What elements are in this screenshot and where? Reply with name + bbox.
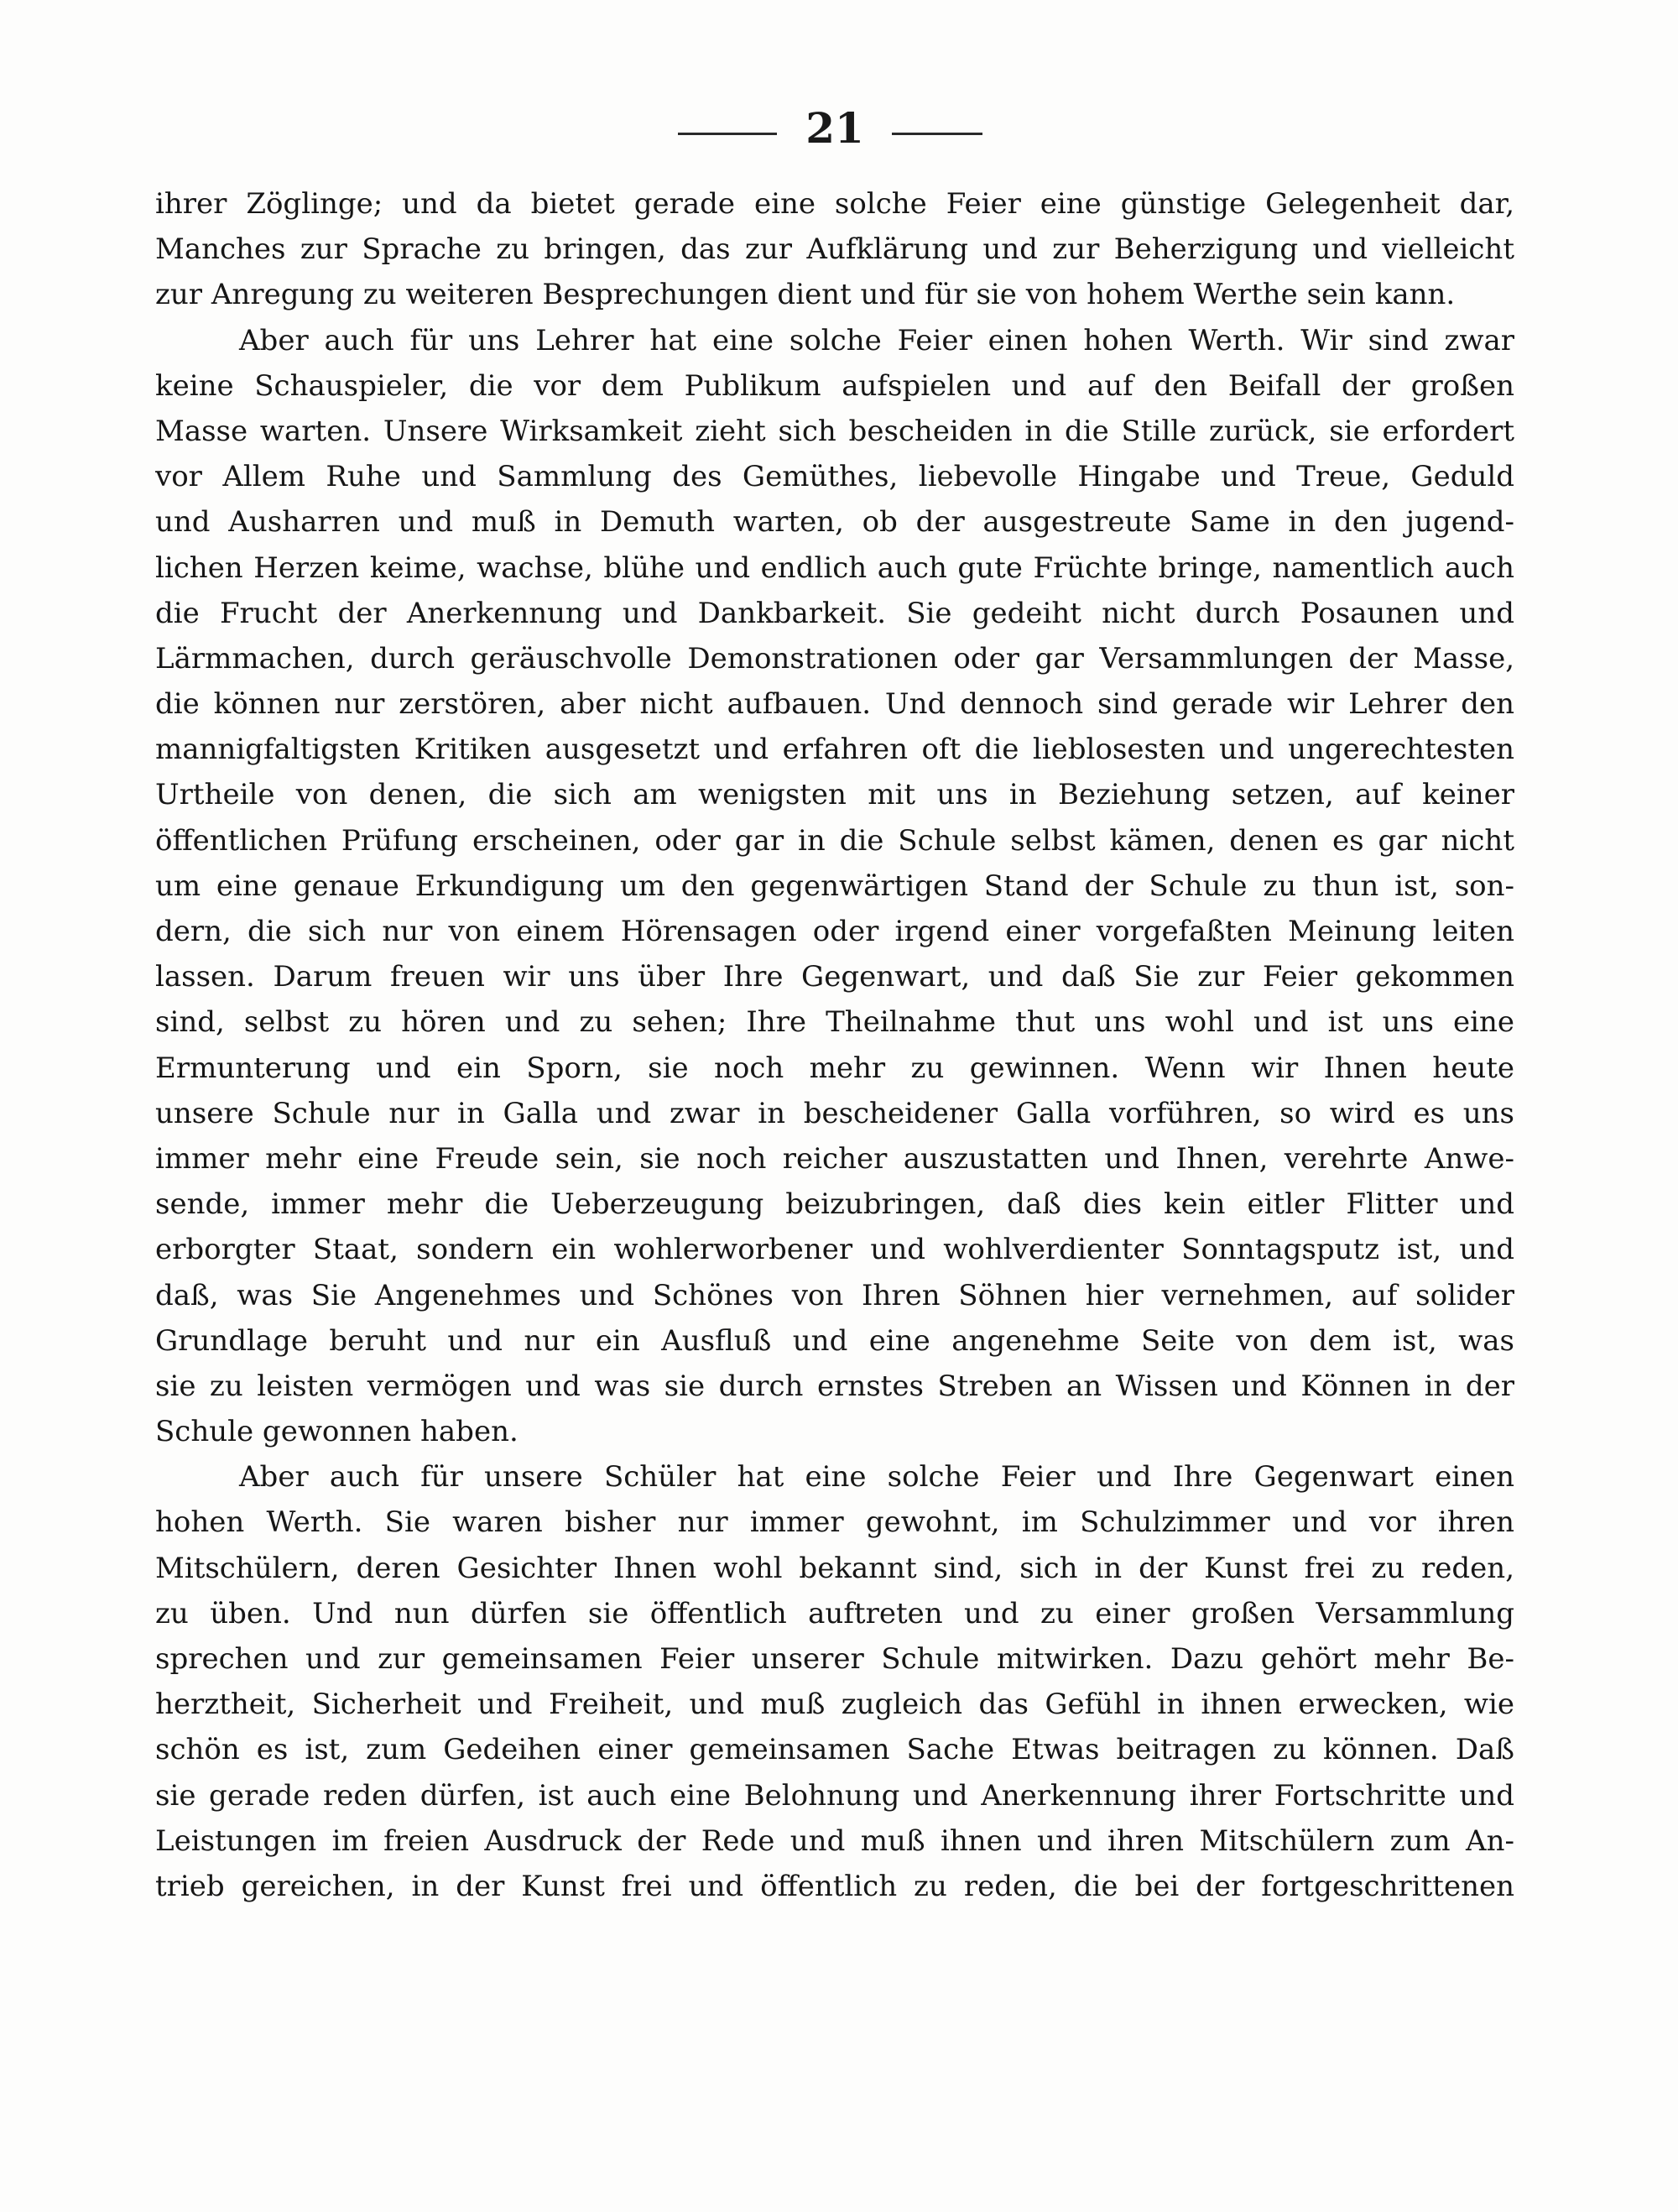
text-line: immer mehr eine Freude sein, sie noch reicher auszustatten und Ihnen, verehrte Anwe- [155, 1141, 1514, 1176]
text-line: unsere Schule nur in Galla und zwar in bescheidener Galla vorführen, so wird es uns [155, 1096, 1514, 1130]
text-line: ihrer Zöglinge; und da bietet gerade eine solche Feier eine günstige Gelegenheit dar, [155, 187, 1514, 221]
text-line: trieb gereichen, in der Kunst frei und öffentlich zu reden, die bei der fortgeschrittenen [155, 1869, 1514, 1903]
body-text [155, 181, 1514, 1909]
text-line: erborgter Staat, sondern ein wohlerworbener und wohlverdienter Sonntagsputz ist, und [155, 1233, 1514, 1267]
text-line: Aber auch für uns Lehrer hat eine solche Feier einen hohen Werth. Wir sind zwar [239, 323, 1514, 357]
text-line: sind, selbst zu hören und zu sehen; Ihre Theilnahme thut uns wohl und ist uns eine [155, 1005, 1514, 1040]
text-line: die können nur zerstören, aber nicht aufbauen. Und dennoch sind gerade wir Lehrer den [155, 687, 1514, 722]
text-line: Mitschülern, deren Gesichter Ihnen wohl bekannt sind, sich in der Kunst frei zu reden, [155, 1551, 1514, 1585]
text-line: Schule gewonnen haben. [155, 1415, 519, 1449]
text-line: mannigfaltigsten Kritiken ausgesetzt und erfahren oft die lieblosesten und ungerechtesten [155, 733, 1514, 767]
header-rule-left [678, 133, 777, 135]
text-line: öffentlichen Prüfung erscheinen, oder gar in die Schule selbst kämen, denen es gar nicht [155, 823, 1514, 858]
page-number: 21 [805, 103, 864, 153]
text-line: um eine genaue Erkundigung um den gegenwärtigen Stand der Schule zu thun ist, son- [155, 869, 1514, 903]
text-line: vor Allem Ruhe und Sammlung des Gemüthes, liebevolle Hingabe und Treue, Geduld [155, 460, 1514, 494]
text-line: keine Schauspieler, die vor dem Publikum aufspielen und auf den Beifall der großen [155, 368, 1514, 403]
text-line: hohen Werth. Sie waren bisher nur immer gewohnt, im Schulzimmer und vor ihren [155, 1505, 1514, 1540]
text-line: Urtheile von denen, die sich am wenigsten mit uns in Beziehung setzen, auf keiner [155, 778, 1514, 812]
text-line: Leistungen im freien Ausdruck der Rede und muß ihnen und ihren Mitschülern zum An- [155, 1823, 1514, 1858]
text-line: die Frucht der Anerkennung und Dankbarkeit. Sie gedeiht nicht durch Posaunen und [155, 596, 1514, 630]
text-line: und Ausharren und muß in Demuth warten, ob der ausgestreute Same in den jugend- [155, 505, 1514, 540]
text-line: dern, die sich nur von einem Hörensagen oder irgend einer vorgefaßten Meinung leiten [155, 915, 1514, 948]
text-line: Grundlage beruht und nur ein Ausfluß und eine angenehme Seite von dem ist, was [155, 1323, 1514, 1358]
text-line: Masse warten. Unsere Wirksamkeit zieht sich bescheiden in die Stille zurück, sie erfordert [155, 414, 1514, 448]
text-line: lichen Herzen keime, wachse, blühe und endlich auch gute Früchte bringe, namentlich auch [155, 550, 1514, 585]
text-line: sie gerade reden dürfen, ist auch eine Belohnung und Anerkennung ihrer Fortschritte und [155, 1778, 1514, 1813]
text-line: Manches zur Sprache zu bringen, das zur Aufklärung und zur Beherzigung und vielleicht [155, 232, 1514, 267]
text-line: daß, was Sie Angenehmes und Schönes von Ihren Söhnen hier vernehmen, auf solider [155, 1278, 1514, 1312]
text-line: sende, immer mehr die Ueberzeugung beizubringen, daß dies kein eitler Flitter und [155, 1187, 1514, 1222]
text-line: Lärmmachen, durch geräuschvolle Demonstrationen oder gar Versammlungen der Masse, [155, 641, 1514, 676]
text-line: sprechen und zur gemeinsamen Feier unserer Schule mitwirken. Dazu gehört mehr Be- [155, 1642, 1514, 1676]
text-line: zur Anregung zu weiteren Besprechungen dient und für sie von hohem Werthe sein kann. [155, 278, 1456, 312]
text-line: Ermunterung und ein Sporn, sie noch mehr zu gewinnen. Wenn wir Ihnen heute [155, 1051, 1514, 1085]
text-line: lassen. Darum freuen wir uns über Ihre Gegenwart, und daß Sie zur Feier gekommen [155, 960, 1514, 994]
text-line: Aber auch für unsere Schüler hat eine solche Feier und Ihre Gegenwart einen [239, 1460, 1514, 1495]
page-header [0, 99, 1678, 158]
text-line: zu üben. Und nun dürfen sie öffentlich auftreten und zu einer großen Versammlung [155, 1596, 1514, 1630]
text-line: schön es ist, zum Gedeihen einer gemeinsamen Sache Etwas beitragen zu können. Daß [155, 1733, 1514, 1767]
text-line: sie zu leisten vermögen und was sie durch ernstes Streben an Wissen und Können in der [155, 1369, 1514, 1403]
text-line: herztheit, Sicherheit und Freiheit, und muß zugleich das Gefühl in ihnen erwecken, wie [155, 1688, 1514, 1722]
header-rule-right [892, 133, 982, 135]
